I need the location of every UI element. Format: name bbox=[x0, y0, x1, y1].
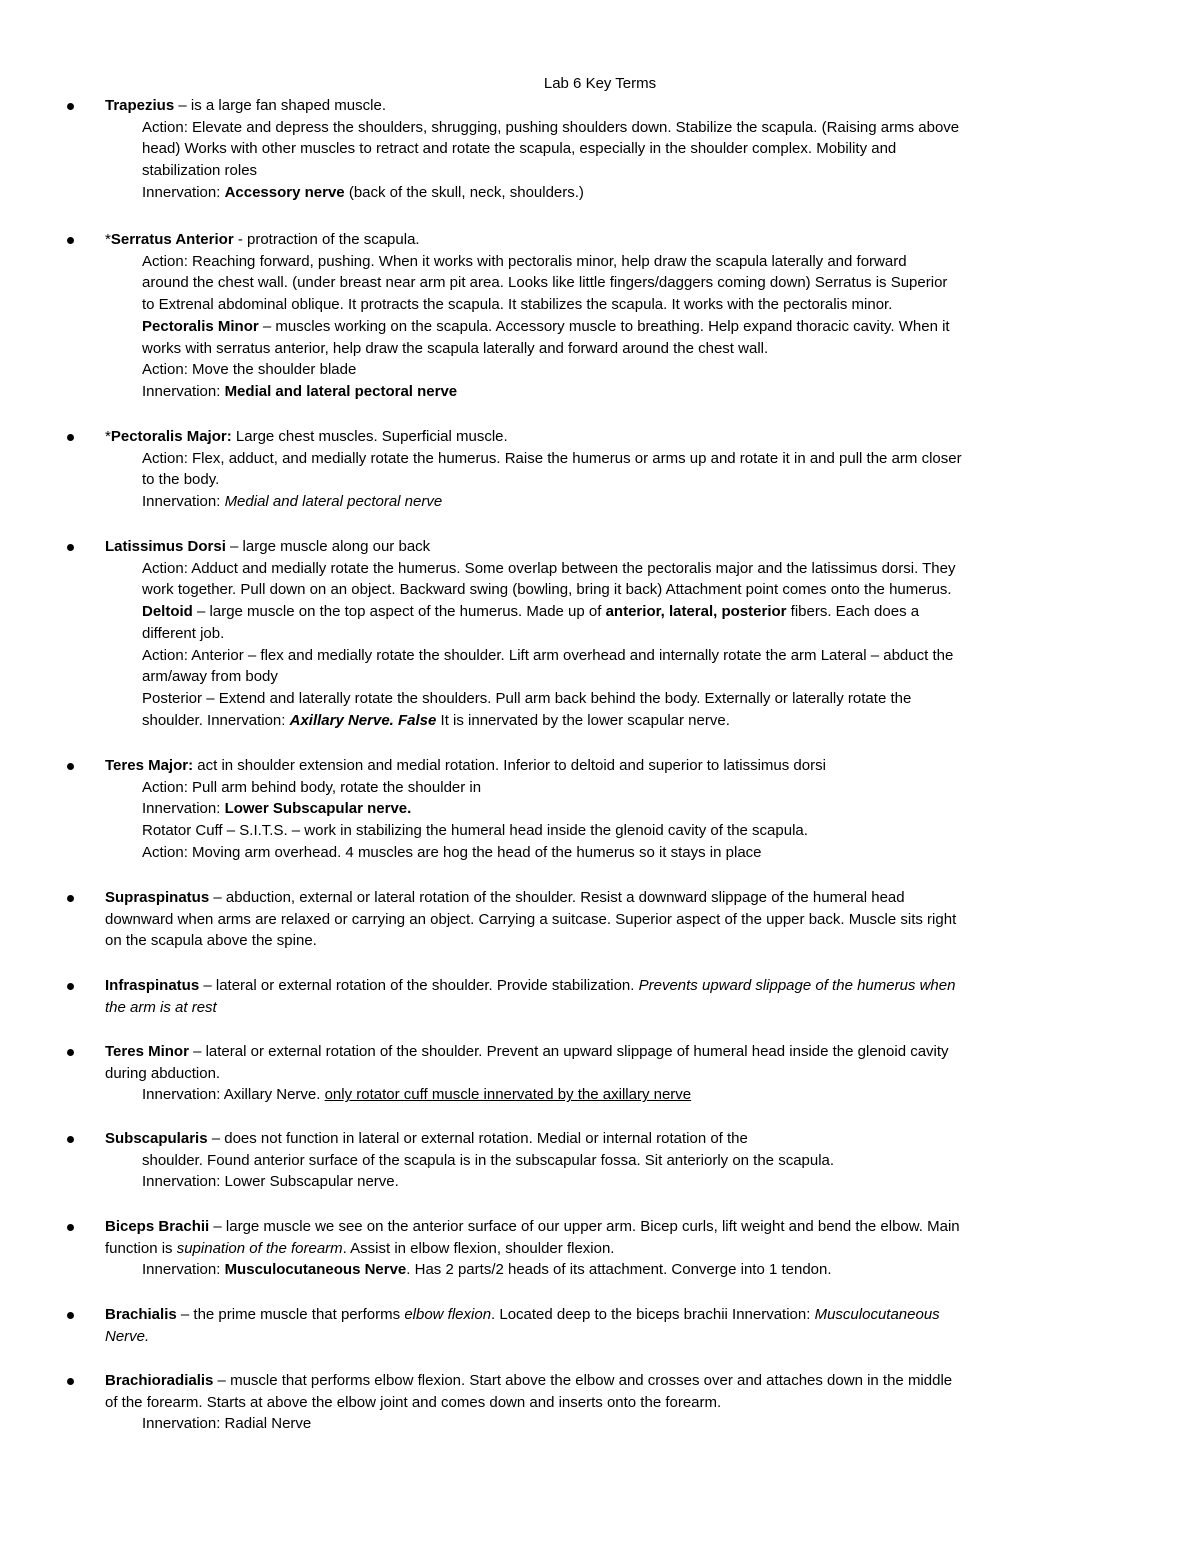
term-line: Brachioradialis – muscle that performs elbow flexion. Start above the elbow and crosses over and attaches down in the middle bbox=[105, 1372, 953, 1389]
bullet-icon bbox=[67, 544, 74, 551]
term-line: Action: Pull arm behind body, rotate the shoulder in bbox=[142, 778, 482, 796]
term-teres-minor bbox=[105, 1041, 1130, 1106]
term-line: Teres Minor – lateral or external rotation of the shoulder. Prevent an upward slippage of humeral head inside the glenoid cavity bbox=[105, 1043, 949, 1060]
term-line: downward when arms are relaxed or carrying an object. Carrying a suitcase. Superior aspect of the upper back. Muscle sits right bbox=[105, 910, 957, 928]
bullet-icon bbox=[67, 237, 74, 244]
term-line: Action: Anterior – flex and medially rotate the shoulder. Lift arm overhead and internally rotate the arm Lateral – abduct the bbox=[142, 646, 954, 664]
term-line: Action: Move the shoulder blade bbox=[142, 361, 357, 379]
term-line: the arm is at rest bbox=[105, 998, 217, 1016]
term-line: shoulder. Innervation: Axillary Nerve. False It is innervated by the lower scapular nerve. bbox=[142, 711, 730, 729]
term-line: during abduction. bbox=[105, 1064, 221, 1082]
term-line: Innervation: Medial and lateral pectoral nerve bbox=[142, 382, 458, 400]
term-trapezius bbox=[105, 95, 1130, 204]
term-line: Teres Major: act in shoulder extension and medial rotation. Inferior to deltoid and superior to latissimus dorsi bbox=[105, 757, 826, 774]
term-line: Action: Flex, adduct, and medially rotate the humerus. Raise the humerus or arms up and rotate it in and pull the arm closer bbox=[142, 449, 962, 467]
term-line: Supraspinatus – abduction, external or lateral rotation of the shoulder. Resist a downward slippage of the humeral head bbox=[105, 889, 905, 906]
term-line: Innervation: Medial and lateral pectoral nerve bbox=[142, 493, 443, 511]
term-line: Innervation: Lower Subscapular nerve. bbox=[142, 800, 412, 818]
term-line: Action: Adduct and medially rotate the humerus. Some overlap between the pectoralis major and the latissimus dorsi. They bbox=[142, 559, 956, 577]
term-supraspinatus bbox=[105, 887, 1130, 952]
term-line: Latissimus Dorsi – large muscle along our back bbox=[105, 538, 431, 555]
bullet-icon bbox=[67, 1224, 74, 1231]
term-line: *Serratus Anterior - protraction of the scapula. bbox=[105, 231, 420, 248]
term-line: Action: Elevate and depress the shoulders, shrugging, pushing shoulders down. Stabilize the scapula. (Raising arms above bbox=[142, 118, 960, 136]
term-line: arm/away from body bbox=[142, 668, 278, 686]
bullet-icon bbox=[67, 434, 74, 441]
term-line: of the forearm. Starts at above the elbow joint and comes down and inserts onto the forearm. bbox=[105, 1393, 722, 1411]
term-line: shoulder. Found anterior surface of the scapula is in the subscapular fossa. Sit anteriorly on the scapula. bbox=[142, 1151, 835, 1169]
term-brachioradialis bbox=[105, 1370, 1130, 1435]
term-line: Pectoralis Minor – muscles working on the scapula. Accessory muscle to breathing. Help expand thoracic cavity. When it bbox=[142, 317, 950, 335]
term-line: Action: Moving arm overhead. 4 muscles are hog the head of the humerus so it stays in place bbox=[142, 843, 762, 861]
term-line: Posterior – Extend and laterally rotate the shoulders. Pull arm back behind the body. Externally or laterally rotate the bbox=[142, 689, 912, 707]
term-line: Deltoid – large muscle on the top aspect of the humerus. Made up of anterior, lateral, posterior fibers. Each does a bbox=[142, 603, 920, 621]
term-teres-major bbox=[105, 755, 1130, 864]
term-line: Action: Reaching forward, pushing. When it works with pectoralis minor, help draw the scapula laterally and forward bbox=[142, 252, 907, 270]
bullet-icon bbox=[67, 763, 74, 770]
term-line: Subscapularis – does not function in lateral or external rotation. Medial or internal rotation of the bbox=[105, 1130, 748, 1147]
bullet-icon bbox=[67, 103, 74, 110]
term-line: to Extrenal abdominal oblique. It protracts the scapula. It stabilizes the scapula. It works with the pectoralis minor. bbox=[142, 296, 893, 314]
term-line: Rotator Cuff – S.I.T.S. – work in stabilizing the humeral head inside the glenoid cavity of the scapula. bbox=[142, 822, 808, 840]
term-latissimus-dorsi bbox=[105, 536, 1130, 731]
term-line: to the body. bbox=[142, 471, 220, 489]
term-line: stabilization roles bbox=[142, 162, 258, 180]
term-line: around the chest wall. (under breast near arm pit area. Looks like little fingers/daggers coming down) Serratus is Superior bbox=[142, 274, 948, 292]
bullet-icon bbox=[67, 1136, 74, 1143]
bullet-icon bbox=[67, 983, 74, 990]
term-line: Innervation: Lower Subscapular nerve. bbox=[142, 1173, 399, 1191]
term-line: Innervation: Musculocutaneous Nerve. Has 2 parts/2 heads of its attachment. Converge into 1 tendon. bbox=[142, 1261, 832, 1279]
term-subscapularis bbox=[105, 1128, 1130, 1193]
term-line: Innervation: Radial Nerve bbox=[142, 1415, 312, 1433]
term-line: work together. Pull down on an object. Backward swing (bowling, bring it back) Attachment point comes onto the humerus. bbox=[142, 581, 952, 599]
page-title: Lab 6 Key Terms bbox=[543, 75, 657, 92]
term-line: Innervation: Axillary Nerve. only rotator cuff muscle innervated by the axillary nerve bbox=[142, 1086, 692, 1104]
term-line: on the scapula above the spine. bbox=[105, 932, 317, 950]
term-line: Innervation: Accessory nerve (back of the skull, neck, shoulders.) bbox=[142, 183, 584, 201]
bullet-icon bbox=[67, 895, 74, 902]
term-line: function is supination of the forearm. Assist in elbow flexion, shoulder flexion. bbox=[105, 1239, 615, 1257]
bullet-icon bbox=[67, 1049, 74, 1056]
term-line: Brachialis – the prime muscle that performs elbow flexion. Located deep to the biceps brachii Innervation: Musculocutaneous bbox=[105, 1306, 940, 1323]
term-infraspinatus bbox=[105, 975, 1130, 1018]
term-line: works with serratus anterior, help draw the scapula laterally and forward around the chest wall. bbox=[142, 339, 769, 357]
term-pectoralis-major bbox=[105, 426, 1130, 513]
term-line: *Pectoralis Major: Large chest muscles. Superficial muscle. bbox=[105, 428, 508, 445]
bullet-icon bbox=[67, 1312, 74, 1319]
term-line: Nerve. bbox=[105, 1327, 150, 1345]
term-line: different job. bbox=[142, 624, 225, 642]
term-line: Trapezius – is a large fan shaped muscle. bbox=[105, 97, 386, 114]
term-line: Infraspinatus – lateral or external rotation of the shoulder. Provide stabilization. Prevents upward slippage of the humerus when bbox=[105, 977, 956, 994]
term-brachialis bbox=[105, 1304, 1130, 1347]
term-biceps-brachii bbox=[105, 1216, 1130, 1281]
term-line: Biceps Brachii – large muscle we see on the anterior surface of our upper arm. Bicep curls, lift weight and bend the elbow. Main bbox=[105, 1218, 960, 1235]
term-line: head) Works with other muscles to retract and rotate the scapula, especially in the shoulder complex. Mobility and bbox=[142, 140, 897, 158]
term-serratus-anterior bbox=[105, 229, 1130, 403]
bullet-icon bbox=[67, 1378, 74, 1385]
